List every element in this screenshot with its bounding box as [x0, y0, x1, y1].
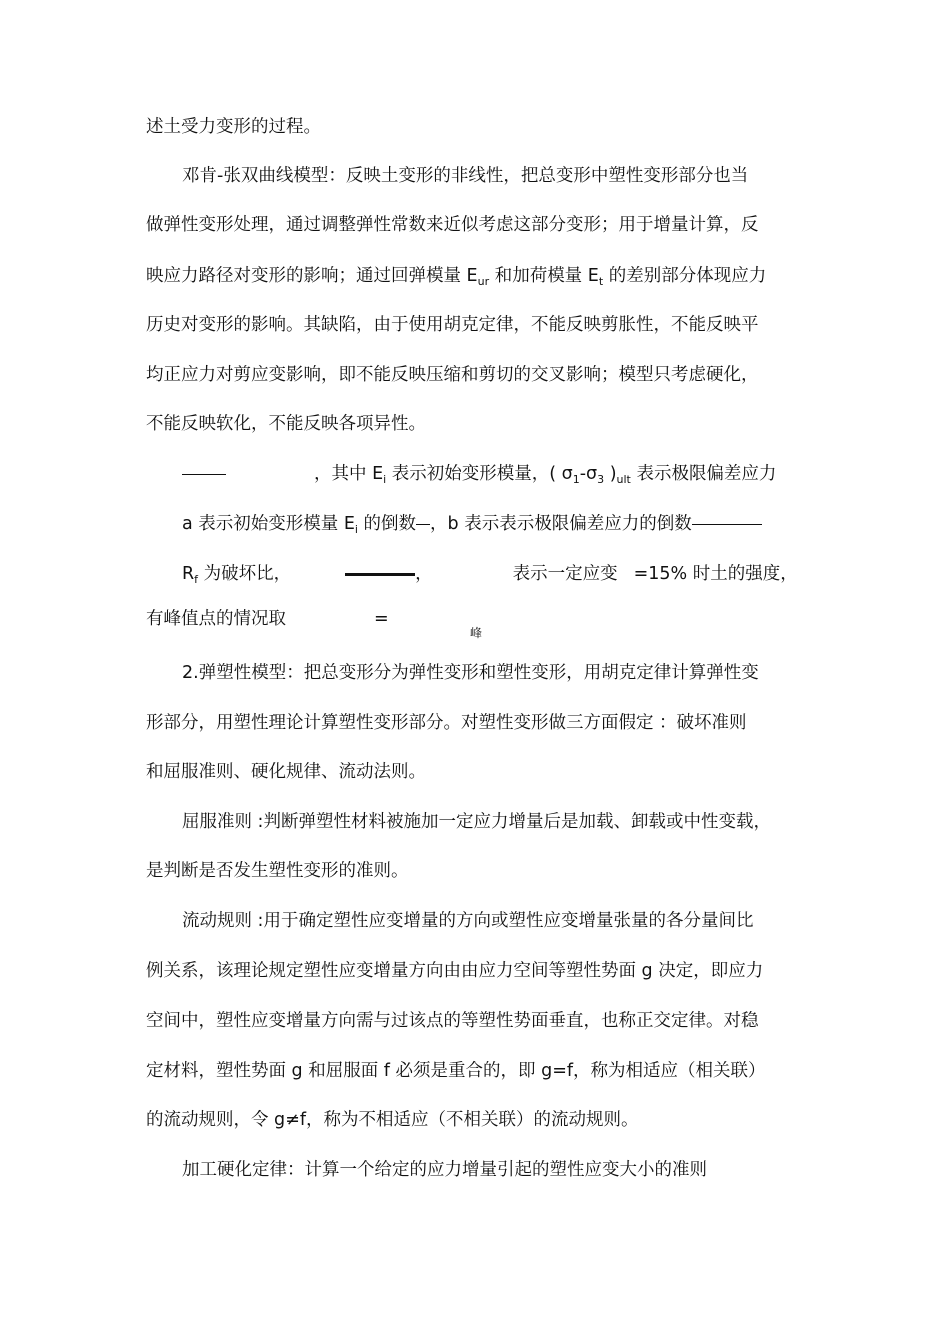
subscript: i	[383, 473, 387, 486]
paragraph-line: 均正应力对剪应变影响，即不能反映压缩和剪切的交叉影响；模型只考虑硬化，	[146, 365, 759, 385]
paragraph-line: 加工硬化定律：计算一个给定的应力增量引起的塑性应变大小的准则	[182, 1160, 707, 1180]
text: 和加荷模量 E	[489, 266, 599, 286]
formula-line	[182, 461, 852, 487]
text: ，	[415, 564, 433, 584]
formula-rule	[416, 524, 430, 525]
peak-subscript: 峰	[470, 626, 483, 640]
text: a 表示初始变形模量 E	[182, 514, 355, 534]
paragraph-line: 屈服准则 :判断弹塑性材料被施加一定应力增量后是加载、卸载或中性变载，	[182, 812, 771, 832]
text: R	[182, 564, 195, 584]
paragraph-line: 定材料，塑性势面 g 和屈服面 f 必须是重合的，即 g=f，称为相适应（相关联）	[146, 1061, 766, 1081]
text: =	[374, 609, 389, 629]
subscript: t	[598, 275, 604, 288]
paragraph-line: 形部分，用塑性理论计算塑性变形部分。对塑性变形做三方面假定 ：破坏准则	[146, 713, 747, 733]
formula-rule	[182, 474, 226, 475]
paragraph-line: 例关系，该理论规定塑性应变增量方向由由应力空间等塑性势面 g 决定，即应力	[146, 961, 764, 981]
paragraph-line: 邓肯-张双曲线模型：反映土变形的非线性，把总变形中塑性变形部分也当	[182, 166, 749, 186]
paragraph-line: 不能反映软化，不能反映各项异性。	[146, 414, 426, 434]
subscript: 3	[597, 473, 605, 486]
text: ，其中 E	[314, 464, 384, 484]
subscript: f	[194, 573, 199, 586]
text: 映应力路径对变形的影响；通过回弹模量 E	[146, 266, 478, 286]
text: 表示一定应变	[512, 564, 618, 584]
paragraph-line: 历史对变形的影响。其缺陷，由于使用胡克定律，不能反映剪胀性，不能反映平	[146, 315, 759, 335]
paragraph-line: 2.弹塑性模型：把总变形分为弹性变形和塑性变形，用胡克定律计算弹性变	[182, 663, 759, 683]
text: ，b 表示表示极限偏差应力的倒数	[430, 514, 692, 534]
paragraph-line: 的流动规则，令 g≠f，称为不相适应（不相关联）的流动规则。	[146, 1110, 639, 1130]
paragraph-line: 流动规则 :用于确定塑性应变增量的方向或塑性应变增量张量的各分量间比	[182, 911, 754, 931]
subscript: ur	[477, 275, 490, 288]
text: 为破坏比，	[198, 564, 292, 584]
paragraph-line: 做弹性变形处理，通过调整弹性常数来近似考虑这部分变形；用于增量计算，反	[146, 215, 759, 235]
paragraph-line: 述土受力变形的过程。	[146, 117, 321, 137]
text: 表示极限偏差应力	[630, 464, 777, 484]
subscript: 1	[572, 473, 580, 486]
formula-line	[182, 561, 852, 587]
formula-rule	[345, 573, 415, 576]
text: 有峰值点的情况取	[146, 609, 286, 629]
text: )	[604, 464, 617, 484]
paragraph-line: 和屈服准则、硬化规律、流动法则。	[146, 762, 426, 782]
text: 的倒数	[357, 514, 417, 534]
subscript: i	[354, 523, 358, 536]
paragraph-line: 空间中，塑性应变增量方向需与过该点的等塑性势面垂直，也称正交定律。对稳	[146, 1011, 759, 1031]
text: 的差别部分体现应力	[603, 266, 767, 286]
formula-rule	[692, 524, 762, 525]
subscript: ult	[616, 473, 631, 486]
text: 表示初始变形模量，( σ	[386, 464, 573, 484]
text: -σ	[579, 464, 598, 484]
paragraph-line	[146, 263, 816, 289]
paragraph-line: 是判断是否发生塑性变形的准则。	[146, 861, 409, 881]
formula-line	[182, 511, 852, 537]
text: =15% 时土的强度，	[633, 564, 798, 584]
